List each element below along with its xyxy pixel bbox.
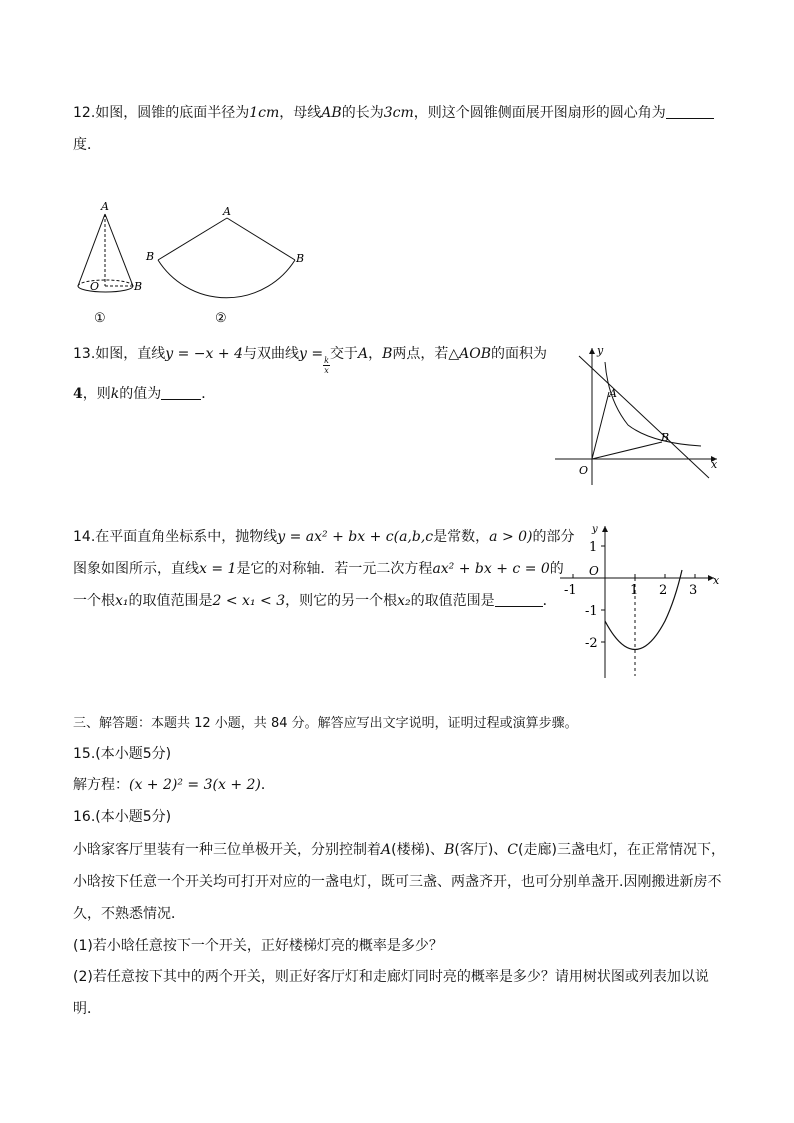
y-label-1: 1 — [589, 540, 598, 555]
q15-equation: (x + 2)² = 3(x + 2) — [129, 777, 261, 793]
sector-label-b-right: B — [296, 252, 305, 265]
section-title: 三、解答题：本题共 12 小题，共 84 分。解答应写出文字说明，证明过程或演算步骤。 — [73, 716, 578, 731]
q12-text: ，母线 — [279, 105, 322, 121]
q15-body — [73, 775, 275, 795]
cone-base-front — [78, 286, 133, 292]
y-label-m1: -1 — [585, 604, 598, 619]
q14-line3 — [73, 591, 557, 611]
q14-text: 图象如图所示，直线 — [73, 561, 199, 577]
graph-label-o: O — [589, 564, 599, 578]
graph-label-a: A — [609, 387, 617, 400]
y-axis-arrow — [589, 348, 595, 354]
q12-line2: 度． — [73, 137, 101, 153]
fig1-label: ① — [94, 311, 106, 326]
q13-text: 如图，直线 — [95, 346, 166, 362]
q14-axis-eq: x = 1 — [199, 561, 237, 577]
graph-label-x: x — [713, 574, 720, 587]
q16-text: (走廊)三盏电灯，在正常情况下， — [518, 842, 725, 858]
q13-text: 与双曲线 — [242, 346, 299, 362]
q14-line1 — [73, 527, 575, 547]
hyperbola-graph — [605, 362, 701, 446]
cone-left-edge — [78, 214, 105, 286]
graph-label-b: B — [661, 431, 670, 444]
cone-right-edge — [105, 214, 133, 286]
q14-text: 的取值范围是 — [128, 593, 213, 609]
q13-text: 的值为 — [119, 386, 162, 402]
q12-line1 — [73, 103, 714, 123]
q14-condition: a > 0) — [489, 529, 533, 545]
q13-text: ， — [368, 346, 383, 362]
q16-a: A — [381, 842, 392, 858]
q13-text: ． — [201, 386, 216, 402]
q12-length: 3cm — [383, 105, 414, 121]
y-axis-arrow — [602, 526, 608, 532]
q14-x2: x₂ — [397, 593, 411, 609]
q14-text: 是常数， — [433, 529, 490, 545]
answer-blank[interactable] — [161, 385, 201, 400]
q12-cone-figure — [70, 198, 320, 326]
cone-label-a: A — [101, 200, 109, 213]
q13-fraction — [323, 356, 330, 375]
q14-text: 一个根 — [73, 593, 115, 609]
parabola-graph — [605, 570, 682, 650]
answer-blank[interactable] — [666, 104, 714, 119]
q13-number: 13. — [73, 346, 96, 362]
q16-c: C — [507, 842, 519, 858]
q16-text: 小晗家客厅里装有一种三位单极开关，分别控制着 — [73, 842, 381, 858]
q14-parabola-eq: y = ax² + bx + c(a,b,c — [277, 529, 434, 545]
q13-triangle: △AOB — [448, 346, 492, 362]
cone-label-b: B — [134, 280, 143, 293]
q12-text: ，则这个圆锥侧面展开图扇形的圆心角为 — [413, 105, 666, 121]
q12-text: 如图，圆锥的底面半径为 — [95, 105, 250, 121]
fig2-label: ② — [215, 311, 227, 326]
q14-text: 的部分 — [532, 529, 575, 545]
frac-num: k — [324, 356, 329, 365]
q14-text: ，则它的另一个根 — [285, 593, 398, 609]
q15-header: 15.(本小题5分) — [73, 746, 172, 762]
q12-text: 的长为 — [341, 105, 384, 121]
answer-blank[interactable] — [495, 592, 543, 607]
q13-graph — [553, 340, 728, 490]
q13-text: ，则 — [82, 386, 111, 402]
q13-text: 交于 — [329, 346, 358, 362]
q14-text: 的 — [549, 561, 564, 577]
sector-right-radius — [227, 218, 295, 260]
q16-line2: 小晗按下任意一个开关均可打开对应的一盏电灯，既可三盏、两盏齐开，也可分别单盏开.因刚搬进新房不 — [73, 874, 722, 890]
q12-radius: 1cm — [249, 105, 280, 121]
q14-text: 是它的对称轴．若一元二次方程 — [236, 561, 433, 577]
q16-header: 16.(本小题5分) — [73, 809, 172, 825]
frac-den: x — [324, 366, 329, 375]
q13-text: 两点，若 — [392, 346, 449, 362]
q16-line3: 久，不熟悉情况． — [73, 906, 185, 922]
q16-line1 — [73, 840, 725, 860]
q13-line2 — [73, 384, 215, 404]
q14-text: 在平面直角坐标系中，抛物线 — [95, 529, 278, 545]
q15-text: 解方程： — [73, 777, 129, 793]
q14-x1: x₁ — [115, 593, 129, 609]
q14-graph — [558, 520, 723, 680]
q16-sub1: (1)若小晗任意按下一个开关，正好楼梯灯亮的概率是多少？ — [73, 938, 443, 954]
sector-label-b-left: B — [146, 250, 155, 263]
x-label-m1: -1 — [564, 583, 577, 598]
segment-oa — [592, 392, 609, 459]
q13-line1 — [73, 344, 547, 375]
q13-hyp-lhs: y = — [298, 346, 324, 362]
q14-line2 — [73, 559, 564, 579]
q14-text: ． — [542, 593, 557, 609]
graph-label-y: y — [592, 524, 598, 535]
q12-ab: AB — [321, 105, 342, 121]
q16-b: B — [444, 842, 455, 858]
q14-number: 14. — [73, 529, 96, 545]
sector-label-a: A — [223, 205, 231, 218]
q15-text: ． — [260, 777, 275, 793]
q16-text: (楼梯)、 — [391, 842, 445, 858]
q13-line-eq: y = −x + 4 — [165, 346, 243, 362]
graph-label-x: x — [711, 458, 718, 471]
x-label-1: 1 — [630, 583, 639, 598]
graph-label-y: y — [597, 344, 604, 357]
q13-area-value: 4 — [73, 386, 83, 402]
q16-sub2: (2)若任意按下其中的两个开关，则正好客厅灯和走廊灯同时亮的概率是多少？请用树状图或列表加以说 — [73, 969, 709, 985]
x-label-3: 3 — [689, 583, 698, 598]
y-label-m2: -2 — [585, 636, 598, 651]
sector-arc — [158, 260, 295, 298]
x-label-2: 2 — [659, 583, 668, 598]
q13-b: B — [382, 346, 393, 362]
q16-sub2-cont: 明． — [73, 1001, 101, 1017]
q13-text: 的面积为 — [491, 346, 548, 362]
q16-text: (客厅)、 — [454, 842, 508, 858]
sector-left-radius — [158, 218, 227, 260]
segment-ob — [592, 442, 662, 459]
q12-number: 12. — [73, 105, 96, 121]
q14-text: 的取值范围是 — [410, 593, 495, 609]
q13-k: k — [110, 386, 120, 402]
q14-inequality: 2 < x₁ < 3 — [212, 593, 286, 609]
line-graph — [579, 356, 709, 478]
graph-label-o: O — [579, 464, 589, 477]
q13-a: A — [357, 346, 369, 362]
q14-quadratic-eq: ax² + bx + c = 0 — [432, 561, 550, 577]
cone-label-o: O — [90, 280, 100, 293]
